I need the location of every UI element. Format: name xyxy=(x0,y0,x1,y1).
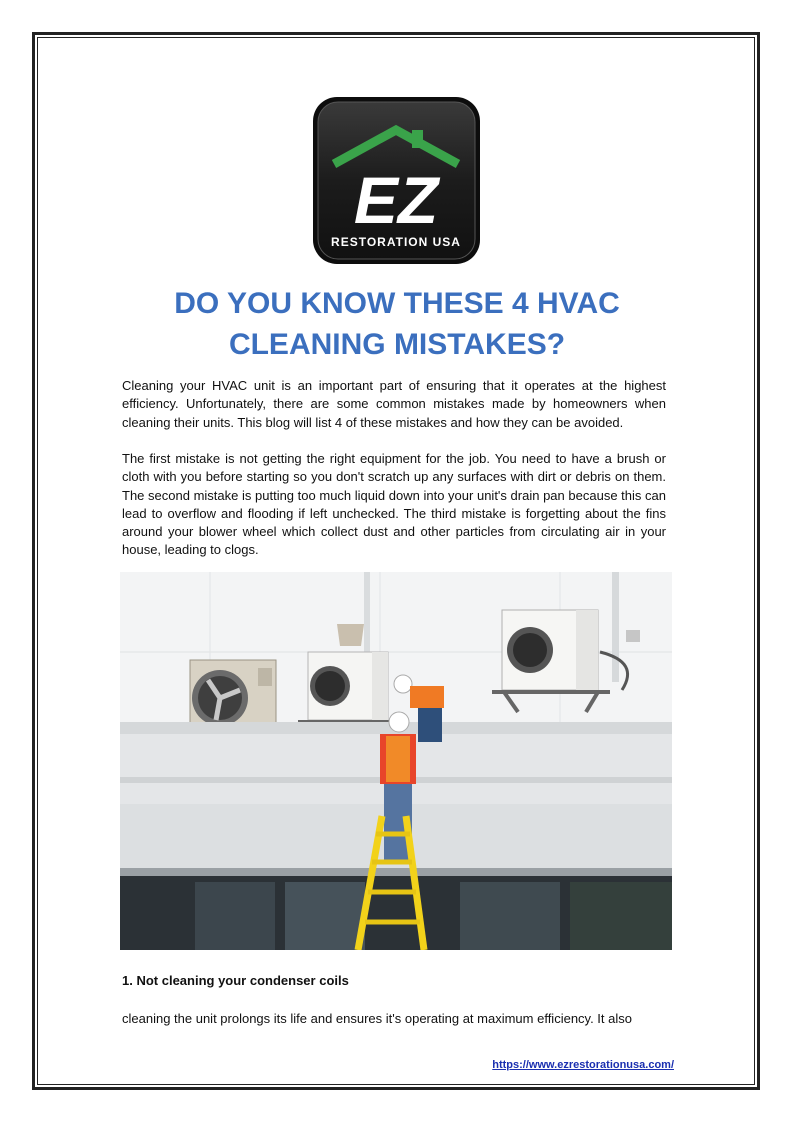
website-link[interactable]: https://www.ezrestorationusa.com/ xyxy=(492,1059,674,1071)
logo-brand-text: EZ xyxy=(353,163,439,237)
section-text: cleaning the unit prolongs its life and ensures it's operating at maximum efficiency. It also xyxy=(122,1011,632,1026)
title-line-2: CLEANING MISTAKES? xyxy=(228,328,566,361)
page-title xyxy=(100,283,694,365)
section-heading: 1. Not cleaning your condenser coils xyxy=(122,973,349,988)
logo-tagline: RESTORATION USA xyxy=(331,235,461,249)
title-line-1: DO YOU KNOW THESE 4 HVAC xyxy=(174,287,620,320)
hvac-technicians-photo xyxy=(120,572,672,950)
mistakes-paragraph: The first mistake is not getting the right equipment for the job. You need to have a brush or cloth with you before starting so you don't scratch up any surfaces with dirt or debris on them. The second mistake is putting too much liquid down into your unit's drain pan because this can lead to overflow and flooding if left unchecked. The third mistake is forgetting about the fins around your blower wheel which collect dust and other particles from circulating air in your house, leading to clogs. xyxy=(122,451,666,558)
company-logo xyxy=(312,96,481,265)
intro-paragraph: Cleaning your HVAC unit is an important part of ensuring that it operates at the highest efficiency. Unfortunately, there are some common mistakes made by homeowners when cleaning their units. This blog will list 4 of these mistakes and how they can be avoided. xyxy=(122,378,666,430)
